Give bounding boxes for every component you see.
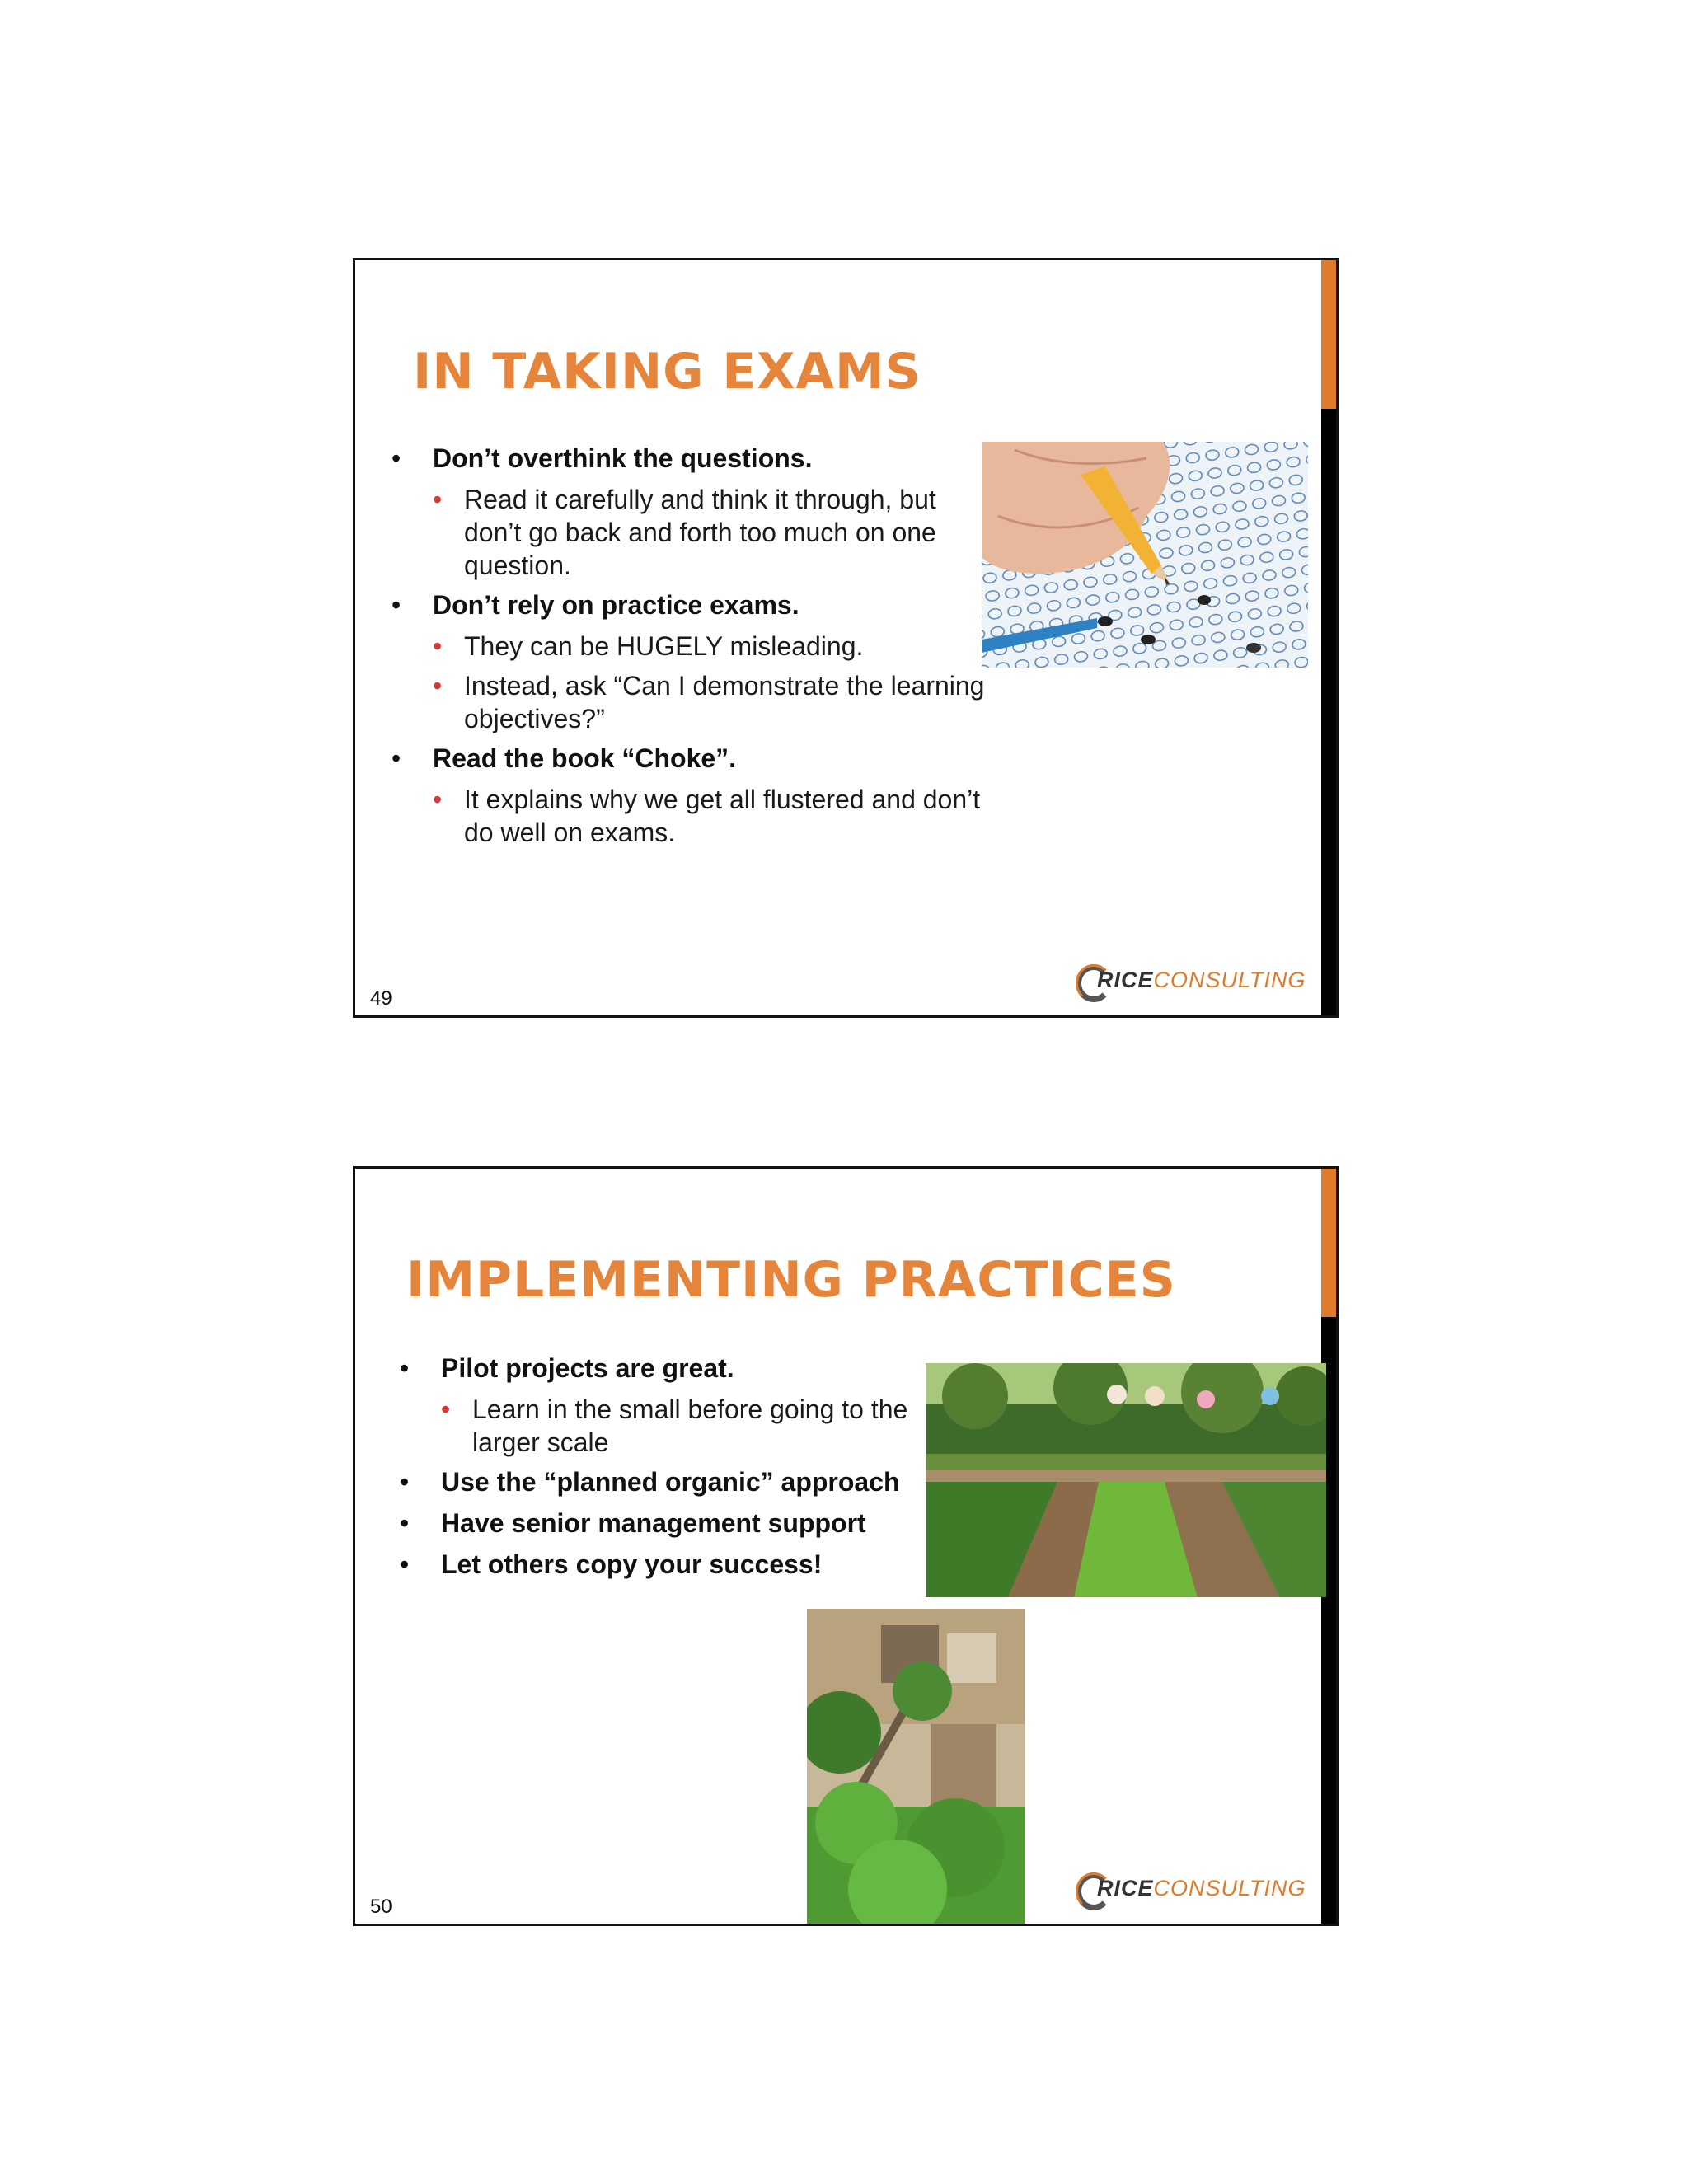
slide-title: IMPLEMENTING PRACTICES bbox=[406, 1251, 1176, 1309]
logo-text-consulting: CONSULTING bbox=[1153, 1876, 1306, 1900]
right-accent-bar bbox=[1321, 260, 1336, 1015]
slide-49 bbox=[353, 258, 1339, 1018]
sub-bullet-item: • Read it carefully and think it through, but don’t go back and forth too much on one question. bbox=[392, 483, 985, 582]
exam-sheet-image bbox=[982, 442, 1308, 668]
bullet-item: • Have senior management support bbox=[400, 1507, 960, 1540]
page-number: 50 bbox=[370, 1896, 392, 1918]
bullet-item: • Pilot projects are great. bbox=[400, 1352, 960, 1385]
bullet-item: • Don’t rely on practice exams. bbox=[392, 588, 985, 621]
bullet-item: • Use the “planned organic” approach bbox=[400, 1465, 960, 1498]
sub-bullet-item: • It explains why we get all flustered and don’t do well on exams. bbox=[392, 783, 985, 849]
bullet-item: • Read the book “Choke”. bbox=[392, 742, 985, 775]
logo-text-consulting: CONSULTING bbox=[1153, 968, 1306, 992]
slide-title: IN TAKING EXAMS bbox=[413, 343, 921, 401]
accent-bar-orange bbox=[1321, 260, 1336, 409]
page-number: 49 bbox=[370, 987, 392, 1010]
rice-consulting-logo bbox=[1076, 1866, 1315, 1915]
garden-image bbox=[926, 1363, 1326, 1597]
sub-bullet-item: • Instead, ask “Can I demonstrate the learning objectives?” bbox=[392, 669, 985, 735]
logo-text-rice: RICE bbox=[1097, 1876, 1154, 1900]
slide-50 bbox=[353, 1166, 1339, 1926]
bullet-item: • Let others copy your success! bbox=[400, 1548, 960, 1581]
sub-bullet-item: • They can be HUGELY misleading. bbox=[392, 630, 985, 663]
sub-bullet-item: • Learn in the small before going to the larger scale bbox=[400, 1393, 960, 1459]
bullet-list bbox=[392, 442, 985, 855]
bullet-item: • Don’t overthink the questions. bbox=[392, 442, 985, 475]
accent-bar-orange bbox=[1321, 1169, 1336, 1317]
logo-text-rice: RICE bbox=[1097, 968, 1154, 992]
rice-consulting-logo bbox=[1076, 958, 1315, 1007]
bullet-list bbox=[400, 1352, 960, 1589]
overgrown-building-image bbox=[807, 1609, 1025, 1926]
